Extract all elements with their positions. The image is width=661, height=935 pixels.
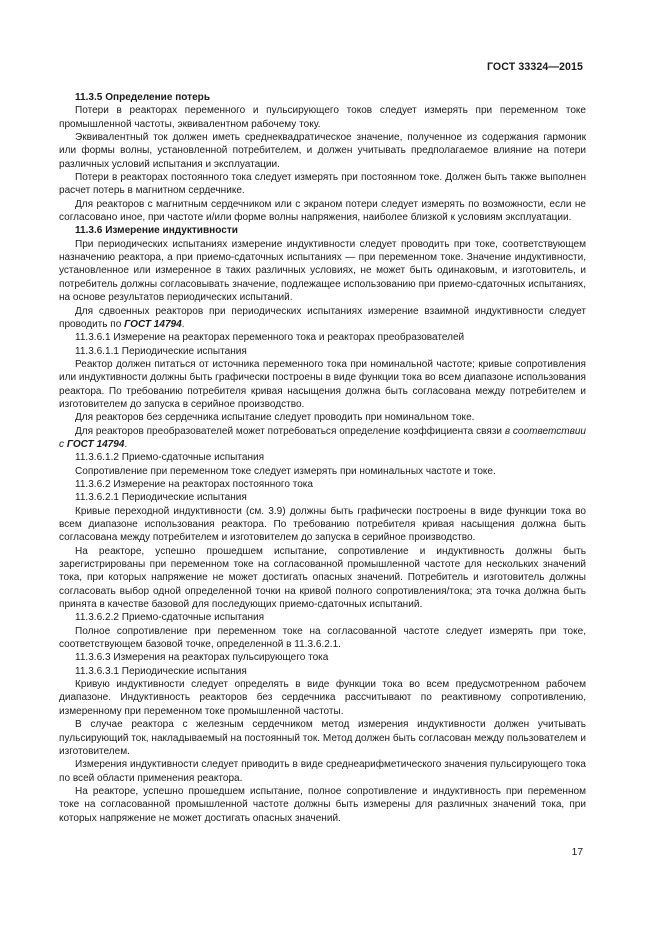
paragraph: Для реакторов с магнитным сердечником или с экраном потери следует измерять по возможности, если не согласовано иное, при частоте и/или форме волны напряжения, наиболее близкой к условиям эксплуатации.	[59, 198, 586, 224]
paragraph: Кривые переходной индуктивности (см. 3.9) должны быть графически построены в виде функции тока во всем диапазоне использования реактора. По требованию потребителя кривая насыщения должна быть согласована между потребителем и изготовителем до запуска в серийное производство.	[59, 505, 586, 544]
paragraph: Измерения индуктивности следует приводить в виде среднеарифметического значения пульсирующего тока по всей области применения реактора.	[59, 759, 586, 784]
paragraph: В случае реактора с железным сердечником метод измерения индуктивности должен учитывать пульсирующий ток, накладываемый на постоянный ток. Метод должен быть согласован между пользователем и изготовителем.	[59, 719, 586, 757]
paragraph: Потери в реакторах постоянного тока следует измерять при постоянном токе. Должен быть также выполнен расчет потерь в магнитном сердечнике.	[59, 172, 586, 197]
paragraph: Для сдвоенных реакторов при периодических испытаниях измерение взаимной индуктивности следует проводить по ГОСТ 14794.	[59, 305, 586, 330]
paragraph: 11.3.6.2.1 Периодические испытания	[75, 492, 247, 504]
page-number: 17	[571, 847, 583, 858]
section-title: Измерение индуктивности	[105, 225, 238, 237]
paragraph: Для реакторов преобразователей может потребоваться определение коэффициента связи в соответствии с ГОСТ 14794.	[59, 425, 587, 450]
paragraph: 11.3.6.3.1 Периодические испытания	[75, 665, 247, 677]
paragraph: Потери в реакторах переменного и пульсирующего токов следует измерять при переменном токе промышленной частоты, эквивалентном рабочему току.	[59, 105, 586, 130]
paragraph: Реактор должен питаться от источника переменного тока при номинальной частоте; кривые сопротивления или индуктивности должны быть графически построены в виде функции тока во всем диапазоне использования реактора. По требованию потребителя кривая насыщения должна быть согласована между потребителем и изготовителем до запуска в серийное производство.	[59, 358, 586, 410]
paragraph: Сопротивление при переменном токе следует измерять при номинальных частоте и токе.	[75, 465, 496, 477]
paragraph: Эквивалентный ток должен иметь среднеквадратическое значение, полученное из содержания гармоник или формы волны, установленной потребителем, и должен учитывать предполагаемое влияние на потери различных условий испытания и эксплуатации.	[59, 132, 586, 170]
section-number: 11.3.6	[75, 225, 103, 237]
section-heading	[59, 224, 586, 237]
paragraph: 11.3.6.2 Измерение на реакторах постоянного тока	[75, 478, 314, 490]
paragraph: 11.3.6.3 Измерения на реакторах пульсирующего тока	[75, 652, 329, 664]
paragraph: Полное сопротивление при переменном токе на согласованной частоте следует измерять при токе, соответствующем базовой точке, определенной в 11.3.6.2.1.	[59, 625, 586, 651]
section-heading	[59, 91, 586, 104]
paragraph: Кривую индуктивности следует определять в виде функции тока во всем предусмотренном рабочем диапазоне. Индуктивность реакторов без сердечника рассчитывают по реактивному сопротивлению, измеренному при переменном токе промышленной частоты.	[59, 679, 586, 717]
paragraph: 11.3.6.1.2 Приемо-сдаточные испытания	[75, 452, 265, 464]
paragraph: Для реакторов без сердечника испытание следует проводить при номинальном токе.	[75, 412, 475, 424]
paragraph: 11.3.6.1.1 Периодические испытания	[75, 345, 247, 357]
paragraph: При периодических испытаниях измерение индуктивности следует проводить при токе, соответствующем назначению реактора, а при приемо-сдаточных испытаниях — при переменном токе. Значение индуктивности, установленное или измеренное в таких различных условиях, не может быть одинаковым, и изготовитель, и потребитель должны согласовывать значение, подлежащее использованию при приемо-сдаточных испытаниях, на основе результатов периодических испытаний.	[59, 238, 586, 304]
section-number: 11.3.5	[75, 92, 103, 103]
paragraph: На реакторе, успешно прошедшем испытание, сопротивление и индуктивность должны быть зарегистрированы при переменном токе на согласованной промышленной частоте для нескольких значений тока, при которых напряжение не может достигать опасных значений. Потребитель и изготовитель должны согласовать выбор одной определенной точки на кривой полного сопротивления/тока; эта точка должна быть принята в качестве базовой для последующих приемо-сдаточных испытаний.	[59, 545, 586, 611]
paragraph: На реакторе, успешно прошедшем испытание, полное сопротивление и индуктивность при переменном токе на согласованной промышленной частоте должны быть измерены для различных значений тока, при которых напряжение не может достигать опасных значений.	[59, 785, 586, 824]
paragraph: 11.3.6.2.2 Приемо-сдаточные испытания	[75, 612, 265, 624]
paragraph: 11.3.6.1 Измерение на реакторах переменного тока и реакторах преобразователей	[75, 332, 465, 344]
standard-designation: ГОСТ 33324—2015	[486, 61, 583, 73]
document-body	[59, 91, 586, 825]
standard-reference: ГОСТ 14794	[66, 438, 125, 450]
section-title: Определение потерь	[105, 92, 210, 103]
standard-reference: ГОСТ 14794	[124, 318, 182, 330]
reference-phrase: в соответствии с	[59, 425, 587, 450]
